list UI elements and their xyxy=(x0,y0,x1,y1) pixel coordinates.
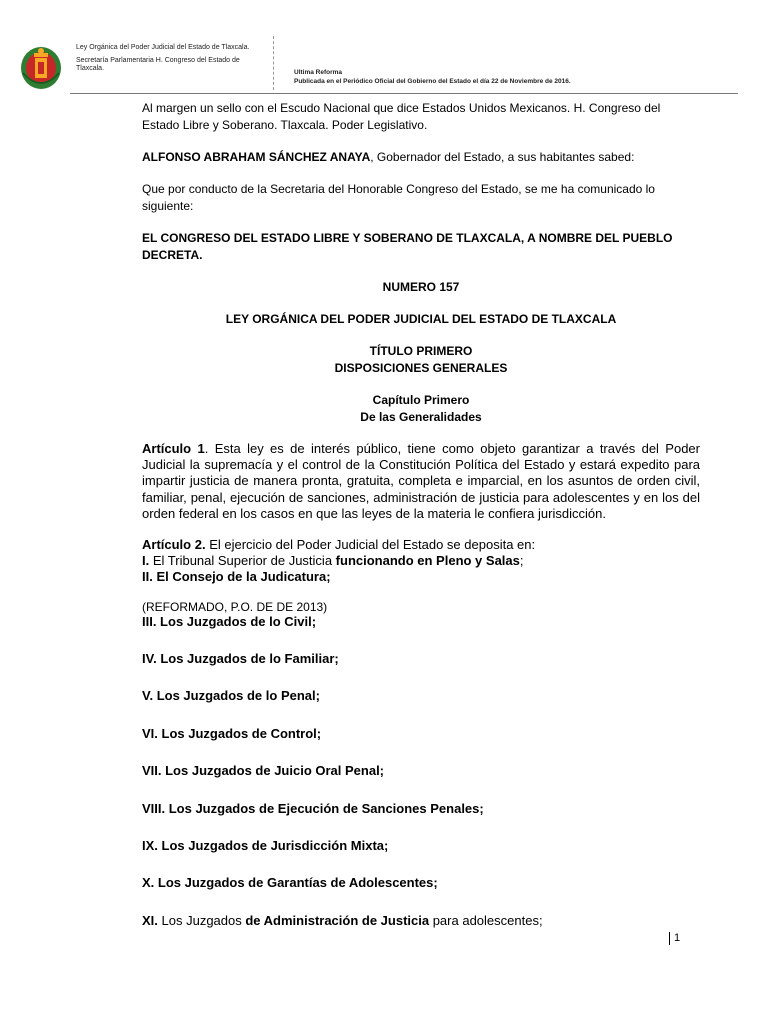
article-2-item-xi xyxy=(142,913,700,929)
header-secretaria: Secretaría Parlamentaria H. Congreso del Estado de Tlaxcala. xyxy=(76,57,240,72)
article-2-item-i xyxy=(142,553,700,569)
article-1-text: . Esta ley es de interés público, tiene como objeto garantizar a través del Poder Judicial la supremacía y el control de la Constitución Política del Estado y estará expedito para impartir justicia de manera pronta, gratuita, completa e imparcial, en los asuntos de orden civil, familiar, penal, ejecución de sanciones, administración de justicia para adolescentes y en los del orden federal en los casos en que las leyes de la materia le confiera jurisdicción. xyxy=(142,441,700,521)
law-title: LEY ORGÁNICA DEL PODER JUDICIAL DEL ESTADO DE TLAXCALA xyxy=(225,312,617,326)
article-2-item-x: X. Los Juzgados de Garantías de Adolescentes; xyxy=(142,875,438,891)
article-2-item-ix: IX. Los Juzgados de Jurisdicción Mixta; xyxy=(142,837,389,853)
communication-paragraph: Que por conducto de la Secretaria del Honorable Congreso del Estado, se me ha comunicado lo siguiente: xyxy=(142,182,655,213)
intro-seal-paragraph: Al margen un sello con el Escudo Nacional que dice Estados Unidos Mexicanos. H. Congreso del Estado Libre y Soberano. Tlaxcala. Poder Legislativo. xyxy=(142,101,661,132)
item-xi-label: XI. xyxy=(142,912,158,928)
item-xi-text2: para adolescentes; xyxy=(429,912,543,928)
header-right-text xyxy=(294,68,571,86)
decree-heading: EL CONGRESO DEL ESTADO LIBRE Y SOBERANO DE TLAXCALA, A NOMBRE DEL PUEBLO DECRETA. xyxy=(142,231,673,262)
titulo-label: TÍTULO PRIMERO xyxy=(369,344,473,358)
item-i-label: I. xyxy=(142,553,150,569)
item-i-text: El Tribunal Superior de Justicia xyxy=(149,553,336,569)
article-2-item-vi: VI. Los Juzgados de Control; xyxy=(142,725,322,741)
capitulo-heading xyxy=(142,392,700,426)
titulo-name: DISPOSICIONES GENERALES xyxy=(334,361,508,375)
item-xi-text1: Los Juzgados xyxy=(157,912,246,928)
article-2-item-vii: VII. Los Juzgados de Juicio Oral Penal; xyxy=(142,763,385,779)
governor-name: ALFONSO ABRAHAM SÁNCHEZ ANAYA xyxy=(142,150,371,164)
reform-note: (REFORMADO, P.O. DE DE 2013) xyxy=(142,599,328,614)
document-body xyxy=(142,100,700,929)
article-2-item-viii: VIII. Los Juzgados de Ejecución de Sanciones Penales; xyxy=(142,800,484,816)
header-divider xyxy=(273,36,274,90)
page-header xyxy=(0,0,768,96)
article-2-item-iv: IV. Los Juzgados de lo Familiar; xyxy=(142,651,339,667)
article-1 xyxy=(142,441,700,522)
page-number: 1 xyxy=(669,932,680,945)
header-publicada: Publicada en el Periódico Oficial del Gobierno del Estado el día 22 de Noviembre de 2016. xyxy=(294,78,571,85)
header-ultima-reforma: Ultima Reforma xyxy=(294,69,343,76)
titulo-heading xyxy=(142,343,700,377)
article-2-item-v: V. Los Juzgados de lo Penal; xyxy=(142,688,320,704)
article-2-text: El ejercicio del Poder Judicial del Estado se deposita en: xyxy=(205,537,536,553)
tlaxcala-seal-icon xyxy=(20,43,62,90)
article-2-intro xyxy=(142,537,700,553)
article-1-label: Artículo 1 xyxy=(142,441,205,456)
item-xi-bold: de Administración de Justicia xyxy=(245,912,430,928)
header-rule xyxy=(70,93,738,94)
article-2-item-ii: II. El Consejo de la Judicatura; xyxy=(142,569,331,585)
item-i-end: ; xyxy=(519,553,524,569)
article-2 xyxy=(142,537,700,586)
header-law-title: Ley Orgánica del Poder Judicial del Estado de Tlaxcala. xyxy=(76,44,250,51)
governor-text: , Gobernador del Estado, a sus habitantes sabed: xyxy=(370,150,635,164)
article-2-label: Artículo 2. xyxy=(142,537,206,553)
capitulo-label: Capítulo Primero xyxy=(372,393,470,407)
article-2-item-iii: III. Los Juzgados de lo Civil; xyxy=(142,613,317,629)
header-left-text xyxy=(76,44,266,78)
item-i-bold: funcionando en Pleno y Salas xyxy=(335,553,520,569)
capitulo-name: De las Generalidades xyxy=(360,410,482,424)
decree-number: NUMERO 157 xyxy=(382,280,460,294)
governor-paragraph xyxy=(142,149,700,166)
